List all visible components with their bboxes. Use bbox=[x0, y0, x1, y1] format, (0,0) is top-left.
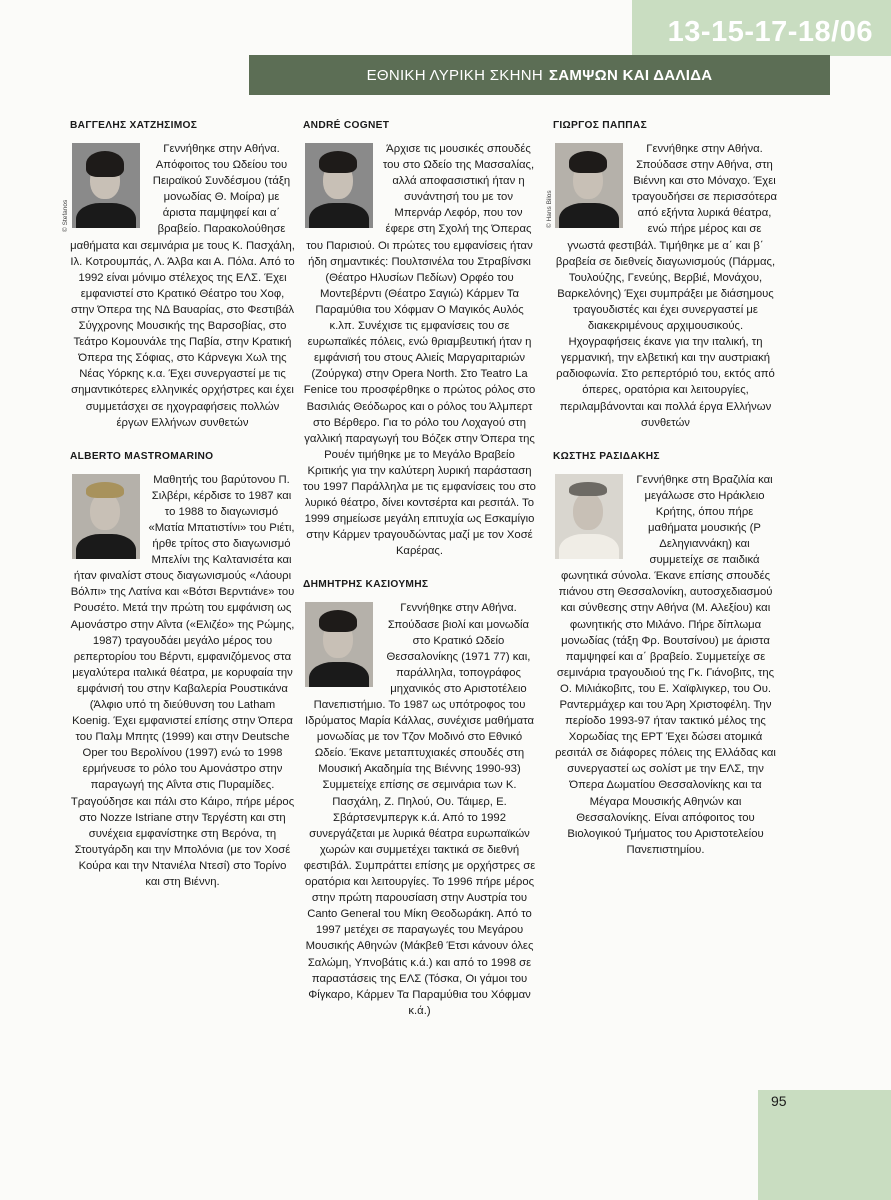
opera-title: ΣΑΜΨΩΝ ΚΑΙ ΔΑΛΙΔΑ bbox=[548, 66, 713, 84]
column-3 bbox=[553, 120, 778, 878]
bio-mastromarino bbox=[70, 451, 295, 890]
bio-text: Άρχισε τις μουσικές σπουδές του στο Ωδείο της Μασσαλίας, αλλά αποφασιστική ήταν η συνάντησή του με τον Μπερνάρ Λεφόρ, που τον έφερε στη Σχολή της Όπερας του Παρισιού. Οι πρώτες του εμφανίσεις ήταν ήδη σημαντικές: Πουλτσινέλα του Στραβίνσκι (Θέατρο Ηλυσίων Πεδίων) Ορφέο του Μοντεβέρντι (Θέατρο Σαγιώ) Κάρμεν Τα Παραμύθια του Χόφμαν Ο Μαγικός Αυλός κ.λπ. Συνέχισε τις εμφανίσεις του σε ευρωπαϊκές πόλεις, ενώ θριαμβευτική ήταν η εμφάνισή του στους Αλιείς Μαργαριταριών (Ζούργκα) στην Opera North. Στο Teatro La Fenice του προσφέρθηκε ο πρώτος ρόλος στο Βασιλιάς Θεόδωρος και ο ρόλος του Άλμπερτ στο Βέρθερο. Για το ρόλο του Λοχαγού στη γαλλική παραγωγή του Βόζεκ στην Όπερα της Ρουέν τιμήθηκε με το Μεγάλο Βραβείο Κριτικής για την καλύτερη λυρική παράσταση του 1997 Παράλληλα με τις εμφανίσεις του στο λυρικό θέατρο, δίνει κοντσέρτα και ρεσιτάλ. Το 1999 σημείωσε μεγάλη επιτυχία ως Εσκαμίγιο στην Κάρμεν τραγουδώντας μαζί με τον Χοσέ Καρέρας. bbox=[303, 143, 536, 558]
portrait-photo bbox=[555, 143, 623, 228]
bio-name: ΚΩΣΤΗΣ ΡΑΣΙΔΑΚΗΣ bbox=[553, 450, 660, 462]
title-bar bbox=[249, 55, 830, 95]
bio-text: Γεννήθηκε στη Βραζιλία και μεγάλωσε στο Ηράκλειο Κρήτης, όπου πήρε μαθήματα μουσικής (Ρ Δεληγιαννάκη) και συμμετείχε σε παιδικά φωνητικά σύνολα. Έκανε επίσης σπουδές πιάνου στη Θεσσαλονίκη, αυτοσχεδιασμού και σύνθεσης στην Αθήνα (Μ. Αλεξίου) και φωνητικής στο Μιλάνο. Πήρε δίπλωμα μονωδίας (τάξη Φρ. Βουτσίνου) με άριστα παμψηφεί και α΄ βραβείο. Συμμετείχε σε σεμινάρια τραγουδιού της Γκ. Γιάνοβιτς, της Ο. Μιλιάκοβιτς, του Ε. Χαϊφλιγκερ, του Ου. Ραντερμάχερ και του Άρη Χριστοφέλη. Την περίοδο 1993-97 ήταν τακτικό μέλος της Χορωδίας της ΕΡΤ Έχει δώσει ατομικά ρεσιτάλ σε διάφορες πόλεις της Ελλάδας και συνεργαστεί ως σολίστ με την ΕΛΣ, την Όπερα Δωματίου Θεσσαλονίκης και τα Μέγαρα Μουσικής Αθηνών και Θεσσαλονίκης. Είναι απόφοιτος του Βιολογικού Τμήματος του Αριστοτελείου Πανεπιστημίου. bbox=[555, 473, 776, 856]
bio-name: ΒΑΓΓΕΛΗΣ ΧΑΤΖΗΣΙΜΟΣ bbox=[70, 120, 198, 131]
portrait-photo bbox=[72, 474, 140, 559]
bio-text: Γεννήθηκε στην Αθήνα. Σπούδασε βιολί και μονωδία στο Κρατικό Ωδείο Θεσσαλονίκης (1971 77) και, παράλληλα, τοπογράφος μηχανικός στο Αριστοτέλειο Πανεπιστήμιο. Το 1987 ως υπότροφος του Ιδρύματος Μαρία Κάλλας, συνέχισε μαθήματα μονωδίας με τον Τζον Μοδινό στο Εθνικό Ωδείο. Έκανε μεταπτυχιακές σπουδές στη Μουσική Ακαδημία της Βιέννης 1990-93) Συμμετείχε επίσης σε σεμινάρια των Κ. Πασχάλη, Ζ. Πηλού, Ου. Τάιμερ, Ε. Σβάρτσενμπεργκ κ.ά. Από το 1992 συνεργάζεται με λυρικά θέατρα ευρωπαϊκών χωρών και συμμετέχει τακτικά σε διεθνή φεστιβάλ. Συμπράττει επίσης με ορχήστρες σε ορατόρια και λειτουργίες. Το 1996 πήρε μέρος στην πρώτη παρουσίαση στην Αυστρία του Canto General του Μίκη Θεοδωράκη. Από το 1997 μετέχει σε παραγωγές του Μεγάρου Μουσικής Αθηνών (Μάκβεθ Έτσι κάνουν όλες Σαλώμη, Υπνοβάτις κ.ά.) και από το 1998 σε παραστάσεις της ΕΛΣ (Τόσκα, Οι γάμοι του Φίγκαρο, Κάρμεν Τα Παραμύθια του Χόφμαν κ.ά.) bbox=[303, 602, 536, 1017]
bio-pappas bbox=[553, 120, 778, 431]
bio-rasidakis bbox=[553, 451, 778, 858]
bio-text: Γεννήθηκε στην Αθήνα. Απόφοιτος του Ωδείου του Πειραϊκού Συνδέσμου (τάξη μονωδίας Θ. Μοίρα) με άριστα παμψηφεί και α΄ βραβείο. Παρακολούθησε μαθήματα και σεμινάρια με τους Κ. Πασχάλη, Ιλ. Κοτρουμπάς, Λ. Άλβα και Α. Πόλα. Από το 1992 είναι μόνιμο στέλεχος της ΕΛΣ. Έχει εμφανιστεί στο Κρατικό Θέατρο του Χοφ, στην Όπερα της ΝΔ Βαυαρίας, στο Φεστιβάλ Σύγχρονης Μουσικής της Βαρσοβίας, στο Τεάτρο Κομουνάλε της Παβία, στην Κρατική Όπερα της Σόφιας, στο Κάρνεγκι Χωλ της Νέας Υόρκης κ.α. Έχει συνεργαστεί με τις σημαντικότερες ελληνικές ορχήστρες και έχει συμμετάσχει σε ηχογραφήσεις πολλών έργων Ελλήνων συνθετών bbox=[70, 143, 295, 429]
date-tab bbox=[632, 0, 891, 56]
performance-dates: 13-15-17-18/06 bbox=[667, 16, 873, 48]
bio-kasioumis bbox=[303, 579, 536, 1018]
page-number: 95 bbox=[771, 1093, 787, 1109]
institution-title: ΕΘΝΙΚΗ ΛΥΡΙΚΗ ΣΚΗΝΗ bbox=[366, 66, 543, 84]
column-1 bbox=[70, 120, 295, 910]
bio-text: Γεννήθηκε στην Αθήνα. Σπούδασε στην Αθήνα, στη Βιέννη και στο Μόναχο. Έχει τραγουδήσει σε περισσότερα από εξήντα λυρικά θέατρα, ενώ πήρε μέρος και σε γνωστά φεστιβάλ. Τιμήθηκε με α΄ και β΄ βραβεία σε διεθνείς διαγωνισμούς (Πάρμας, Τουλούζης, Γενεύης, Βερβιέ, Μονάχου, Βαρκελόνης) Έχει συμπράξει με διάσημους τραγουδιστές και έχει συνεργαστεί με διακεκριμένους αρχιμουσικούς. Ηχογραφήσεις έκανε για την ιταλική, τη γερμανική, την ελβετική και την αυστριακή ραδιοφωνία. Στο ρεπερτόριό του, εκτός από όπερες, ορατόρια και λειτουργίες, περιλαμβάνονται και πολλά έργα Ελλήνων συνθετών bbox=[555, 143, 778, 429]
portrait-photo bbox=[555, 474, 623, 559]
photo-credit: © Hans Bilos bbox=[546, 190, 553, 228]
bio-name: ΔΗΜΗΤΡΗΣ ΚΑΣΙΟΥΜΗΣ bbox=[303, 579, 429, 591]
portrait-photo bbox=[305, 602, 373, 687]
bio-name: ANDRÉ COGNET bbox=[303, 120, 390, 131]
bio-text: Μαθητής του βαρύτονου Π. Σιλβέρι, κέρδισε το 1987 και το 1988 το διαγωνισμό «Ματία Μπατιστίνι» του Ριέτι, ήρθε τρίτος στο διαγωνισμό Μπελίνι της Καλτανισέτα και ήταν φιναλίστ στους διαγωνισμούς «Λάουρι Βόλπι» της Λατίνα και «Βότσι Βερντιάνε» του Ρουσέτο. Μετά την πρώτη του εμφάνιση ως Αμονάστρο στην Αΐντα («Ελιζέο» της Ρώμης, 1987) τραγουδάει μεγάλο μέρος του ρεπερτορίου του Βέρντι, εμφανιζόμενος στα μεγαλύτερα ιταλικά θέατρα, με κορυφαία την εμφάνισή του στην Καβαλερία Ρουστικάνα (Άλφιο υπό τη διεύθυνση του Latham Koenig. Έχει εμφανιστεί επίσης στην Όπερα του Παλμ Μπητς (1999) και στην Deutsche Oper του Βερολίνου (1997) ενώ το 1998 ερμήνευσε το ρόλο του Αμονάστρο στην παραγωγή της Αΐντα στις Πυραμίδες. Τραγούδησε και πάλι στο Κάιρο, πήρε μέρος στο Nozze Istriane στην Τεργέστη και στη συνέχεια εμφανίστηκε στη Βερόνα, τη Στουτγάρδη και την Μπολόνια (με τον Χοσέ Κούρα και την Ντανιέλα Ντεσί) στο Τορίνο και στη Βιέννη. bbox=[70, 473, 295, 889]
portrait-photo bbox=[305, 143, 373, 228]
bio-hatzisimos bbox=[70, 120, 295, 431]
bio-name: ΓΙΩΡΓΟΣ ΠΑΠΠΑΣ bbox=[553, 120, 648, 131]
bio-name: ALBERTO MASTROMARINO bbox=[70, 450, 214, 462]
bio-cognet bbox=[303, 120, 536, 559]
photo-credit: © Stefanos bbox=[62, 199, 69, 232]
column-2 bbox=[303, 120, 536, 1039]
portrait-photo bbox=[72, 143, 140, 228]
